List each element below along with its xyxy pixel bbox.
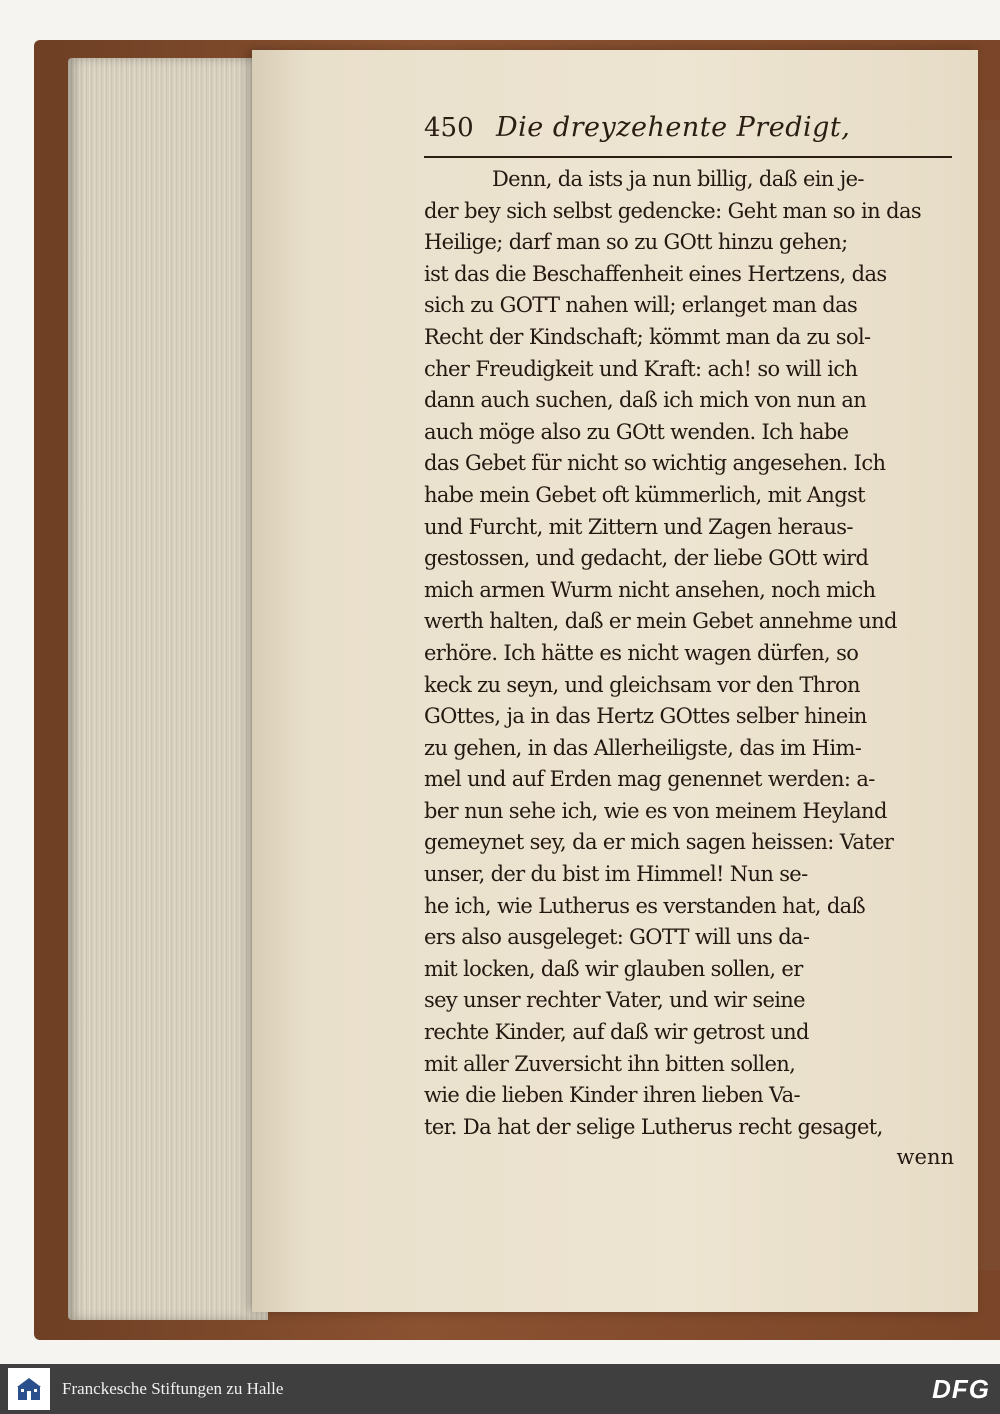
text-line: sey unser rechter Vater, und wir seine: [424, 988, 805, 1013]
text-line: Heilige; darf man so zu GOtt hinzu gehen;: [424, 230, 848, 255]
text-line: mit locken, daß wir glauben sollen, er: [424, 956, 803, 981]
text-line: ter. Da hat der selige Lutherus recht gesaget,: [424, 1114, 883, 1139]
running-title: Die dreyzehente Predigt,: [496, 112, 851, 143]
text-line: rechte Kinder, auf daß wir getrost und: [424, 1020, 809, 1045]
text-line: gemeynet sey, da er mich sagen heissen: Vater: [424, 830, 894, 855]
text-line: wie die lieben Kinder ihren lieben Va-: [424, 1083, 800, 1108]
text-line: Denn, da ists ja nun billig, daß ein je-: [492, 167, 864, 191]
text-line: cher Freudigkeit und Kraft: ach! so will ich: [424, 356, 858, 381]
dfg-logo[interactable]: DFG: [932, 1373, 990, 1404]
text-line: und Furcht, mit Zittern und Zagen heraus-: [424, 514, 853, 539]
text-line: Recht der Kindschaft; kömmt man da zu sol-: [424, 324, 871, 349]
viewer-footer: [0, 1364, 1000, 1414]
text-line: sich zu GOTT nahen will; erlanget man das: [424, 293, 858, 318]
head-rule: [424, 156, 952, 158]
text-line: habe mein Gebet oft kümmerlich, mit Angst: [424, 482, 865, 507]
text-line: auch möge also zu GOtt wenden. Ich habe: [424, 419, 849, 444]
text-line: ist das die Beschaffenheit eines Hertzens, das: [424, 261, 887, 286]
text-line: GOttes, ja in das Hertz GOttes selber hinein: [424, 704, 867, 729]
institution-logo[interactable]: [8, 1368, 50, 1410]
body-text: [424, 164, 964, 1143]
institution-name[interactable]: Franckesche Stiftungen zu Halle: [62, 1379, 284, 1398]
orphanage-emblem-icon: [16, 1376, 42, 1402]
text-line: werth halten, daß er mein Gebet annehme und: [424, 609, 897, 634]
text-line: gestossen, und gedacht, der liebe GOtt wird: [424, 546, 869, 571]
text-line: ers also ausgeleget: GOTT will uns da-: [424, 925, 810, 950]
text-line: das Gebet für nicht so wichtig angesehen. Ich: [424, 451, 886, 476]
text-line: ber nun sehe ich, wie es von meinem Heyland: [424, 798, 887, 823]
page-number: 450: [424, 113, 474, 143]
text-line: der bey sich selbst gedencke: Geht man so in das: [424, 198, 922, 223]
text-line: unser, der du bist im Himmel! Nun se-: [424, 862, 808, 887]
text-line: he ich, wie Lutherus es verstanden hat, daß: [424, 893, 865, 918]
book-page: [252, 50, 978, 1312]
text-line: keck zu seyn, und gleichsam vor den Thron: [424, 672, 860, 697]
running-head: [424, 112, 964, 154]
page-edges: [68, 58, 268, 1320]
text-line: erhöre. Ich hätte es nicht wagen dürfen, so: [424, 640, 859, 665]
text-line: zu gehen, in das Allerheiligste, das im Him-: [424, 735, 862, 760]
text-line: mit aller Zuversicht ihn bitten sollen,: [424, 1051, 796, 1076]
text-line: mel und auf Erden mag genennet werden: a-: [424, 767, 875, 792]
text-line: mich armen Wurm nicht ansehen, noch mich: [424, 577, 876, 602]
catchword: wenn: [896, 1145, 954, 1170]
page-text-block: [424, 112, 964, 1171]
text-line: dann auch suchen, daß ich mich von nun an: [424, 388, 867, 413]
